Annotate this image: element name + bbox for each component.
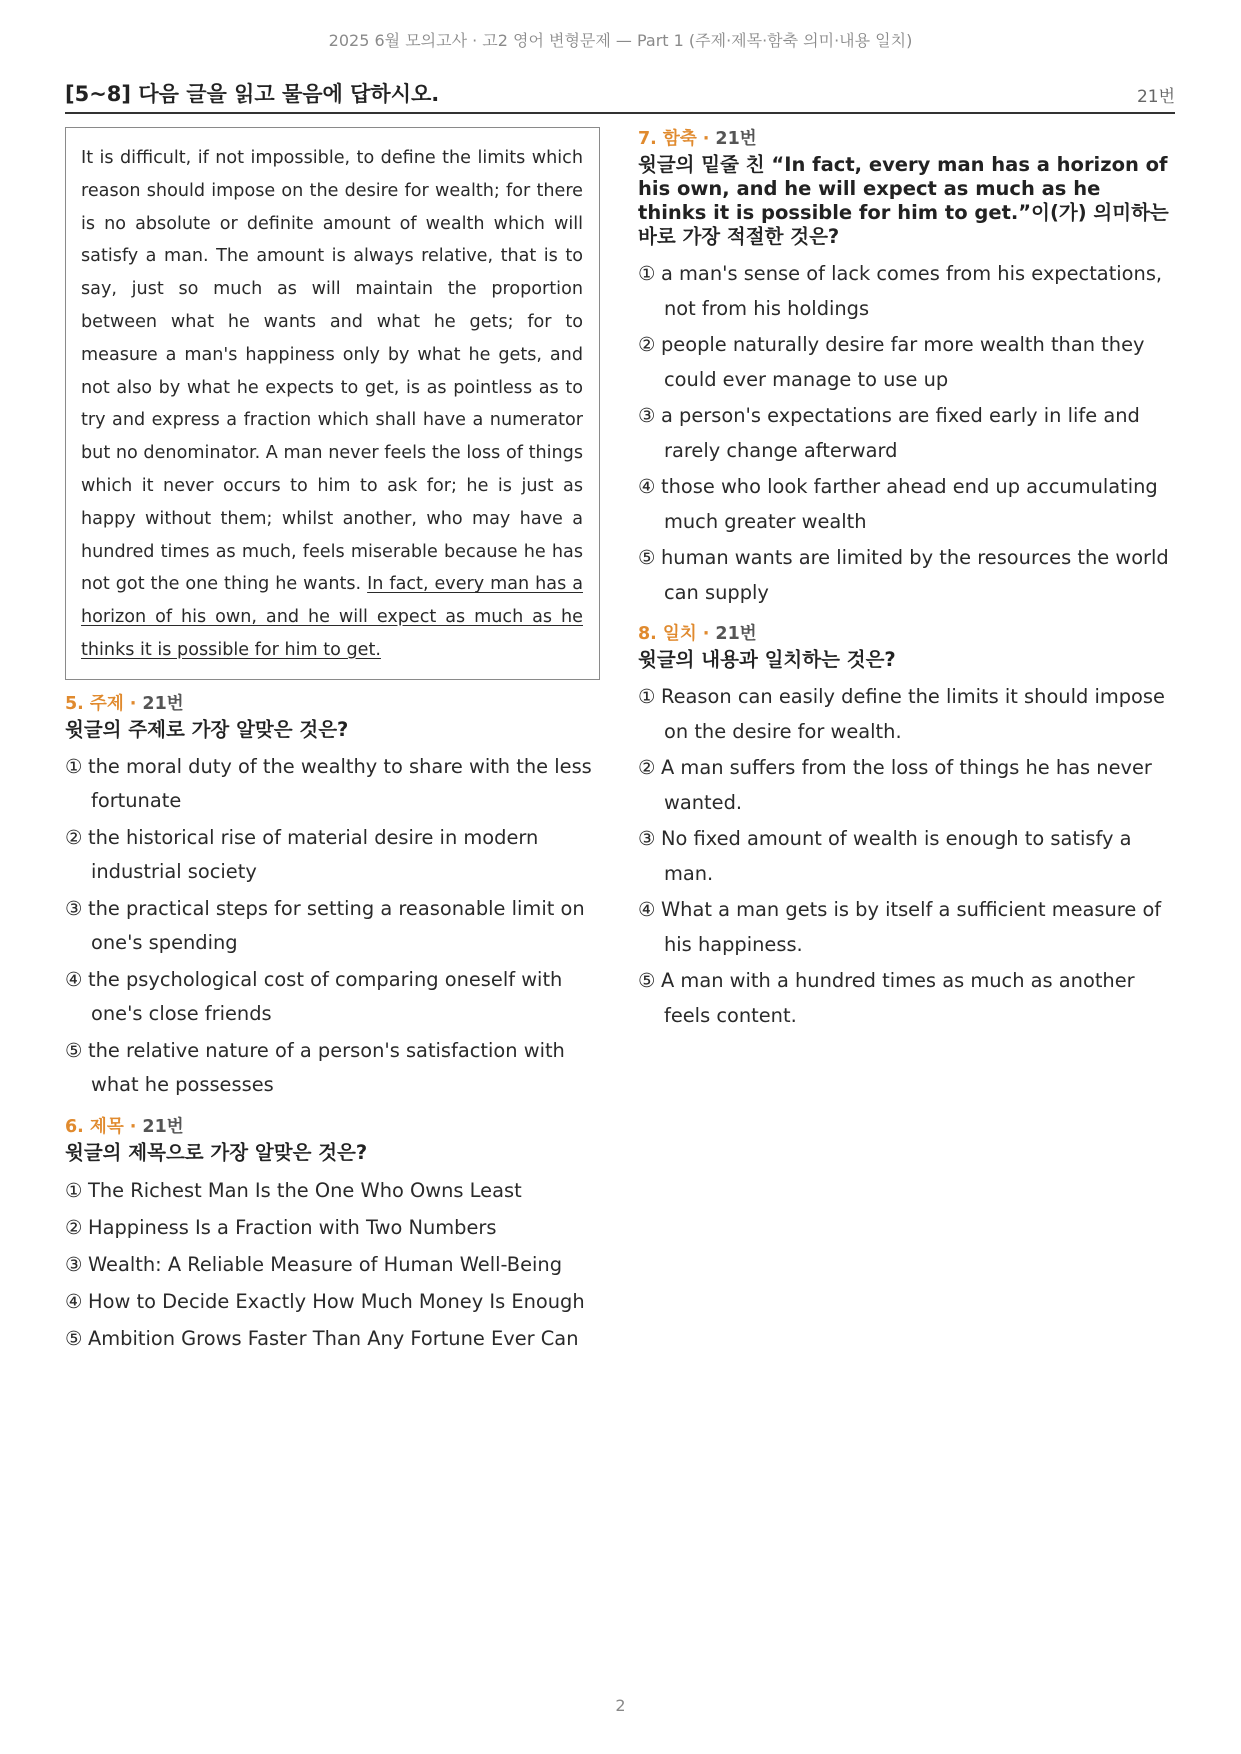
question-text: 윗글의 밑줄 친 “In fact, every man has a horizon of his own, and he will expect as much as he thinks it is possible for him to get.”이(가) 의미하는 바로 가장 적절한 것은?	[638, 153, 1169, 248]
option-list	[65, 750, 600, 1103]
question-label: 8. 일치 · 21번	[638, 624, 757, 644]
option-2[interactable]: ② A man suffers from the loss of things he has never wanted.	[638, 756, 1152, 814]
option-1[interactable]: ① The Richest Man Is the One Who Owns Least	[65, 1178, 522, 1202]
option-2[interactable]: ② people naturally desire far more wealth than they could ever manage to use up	[638, 333, 1145, 391]
option-5[interactable]: ⑤ the relative nature of a person's satisfaction with what he possesses	[65, 1038, 565, 1097]
option-4[interactable]: ④ the psychological cost of comparing oneself with one's close friends	[65, 967, 563, 1026]
option-2[interactable]: ② the historical rise of material desire in modern industrial society	[65, 825, 539, 884]
right-column	[638, 127, 1175, 1035]
option-2[interactable]: ② Happiness Is a Fraction with Two Numbers	[65, 1215, 497, 1239]
option-5[interactable]: ⑤ human wants are limited by the resources the world can supply	[638, 546, 1169, 604]
option-5[interactable]: ⑤ Ambition Grows Faster Than Any Fortune Ever Can	[65, 1326, 579, 1350]
option-3[interactable]: ③ Wealth: A Reliable Measure of Human Well-Being	[65, 1252, 563, 1276]
option-3[interactable]: ③ No fixed amount of wealth is enough to satisfy a man.	[638, 827, 1132, 885]
option-1[interactable]: ① the moral duty of the wealthy to share with the less fortunate	[65, 754, 592, 813]
option-list	[65, 1173, 600, 1356]
option-3[interactable]: ③ a person's expectations are fixed early in life and rarely change afterward	[638, 404, 1140, 462]
option-1[interactable]: ① Reason can easily define the limits it should impose on the desire for wealth.	[638, 685, 1165, 743]
passage-text: It is difficult, if not impossible, to define the limits which reason should impose on the desire for wealth; for there is no absolute or definite amount of wealth which will satisfy a man. The amount is always relative, that is to say, just so much as will maintain the proportion between what he wants and what he gets; for to measure a man's happiness only by what he gets, and not also by what he expects to get, is as pointless as to try and express a fraction which shall have a numerator but no denominator. A man never feels the loss of things which it never occurs to him to ask for; he is just as happy without them; whilst another, who may have a hundred times as much, feels miserable because he has not got the one thing he wants.	[81, 148, 583, 595]
question-6	[65, 1115, 600, 1356]
page-header: 2025 6월 모의고사 · 고2 영어 변형문제 — Part 1 (주제·제목·함축 의미·내용 일치)	[328, 31, 913, 50]
option-4[interactable]: ④ those who look farther ahead end up accumulating much greater wealth	[638, 475, 1158, 533]
question-text: 윗글의 주제로 가장 알맞은 것은?	[65, 717, 349, 741]
question-8	[638, 622, 1175, 1033]
left-column	[65, 127, 600, 1358]
page-number: 2	[615, 1696, 626, 1715]
question-label: 5. 주제 · 21번	[65, 693, 184, 714]
option-list	[638, 680, 1175, 1033]
option-3[interactable]: ③ the practical steps for setting a reasonable limit on one's spending	[65, 896, 585, 955]
reading-passage	[65, 127, 600, 680]
question-label: 7. 함축 · 21번	[638, 129, 757, 149]
question-5	[65, 692, 600, 1103]
option-4[interactable]: ④ What a man gets is by itself a sufficient measure of his happiness.	[638, 898, 1162, 956]
section-number: 21번	[1136, 87, 1175, 107]
option-1[interactable]: ① a man's sense of lack comes from his expectations, not from his holdings	[638, 262, 1163, 320]
option-list	[638, 257, 1175, 610]
option-5[interactable]: ⑤ A man with a hundred times as much as another feels content.	[638, 969, 1135, 1027]
section-title: [5~8] 다음 글을 읽고 물음에 답하시오.	[65, 82, 440, 106]
section-header	[65, 76, 1175, 114]
question-text: 윗글의 제목으로 가장 알맞은 것은?	[65, 1140, 368, 1164]
question-label: 6. 제목 · 21번	[65, 1116, 184, 1137]
question-7	[638, 127, 1175, 610]
question-text: 윗글의 내용과 일치하는 것은?	[638, 648, 896, 671]
option-4[interactable]: ④ How to Decide Exactly How Much Money Is Enough	[65, 1289, 585, 1313]
passage-underlined-sentence: In fact, every man has a horizon of his own, and he will expect as much as he thinks it is possible for him to get.	[81, 574, 583, 660]
